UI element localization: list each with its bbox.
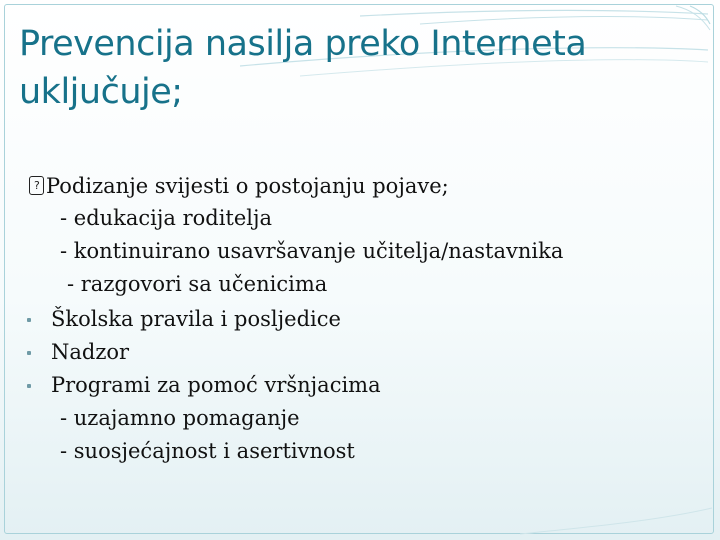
- list-subitem: - suosjećajnost i asertivnost: [60, 439, 355, 463]
- bullet-square-icon: [27, 318, 31, 322]
- slide-title: Prevencija nasilja preko Interneta uključuje;: [19, 24, 587, 112]
- list-subitem: - uzajamno pomaganje: [60, 406, 300, 430]
- list-subitem: - edukacija roditelja: [60, 206, 273, 230]
- list-item: Podizanje svijesti o postojanju pojave;: [46, 174, 449, 198]
- bullet-square-icon: [27, 384, 31, 388]
- list-subitem: - kontinuirano usavršavanje učitelja/nastavnika: [60, 239, 564, 263]
- list-subitem: - razgovori sa učenicima: [67, 272, 328, 296]
- missing-glyph-icon: ?: [29, 176, 44, 195]
- list-item: Nadzor: [51, 340, 130, 364]
- bullet-square-icon: [27, 351, 31, 355]
- list-item: Školska pravila i posljedice: [51, 307, 341, 331]
- list-item: Programi za pomoć vršnjacima: [51, 373, 381, 397]
